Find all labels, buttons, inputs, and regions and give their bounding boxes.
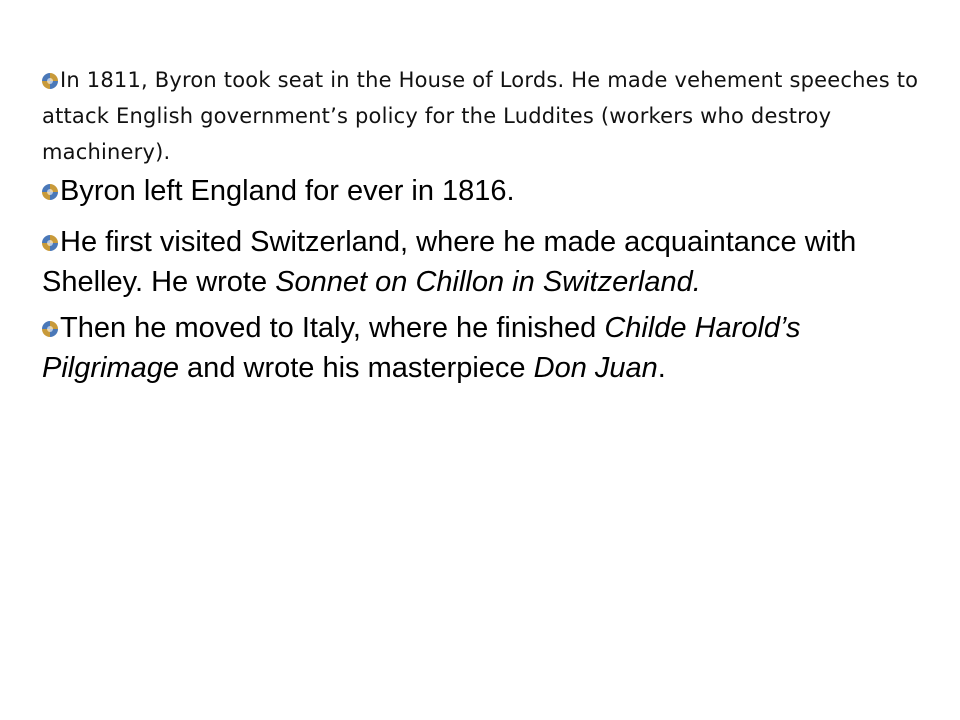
bullet-text-1: In 1811, Byron took seat in the House of Lords. He made vehement speeches to attack English government’s policy for the Luddites (workers who destroy machinery). — [42, 68, 919, 164]
bullet-disc-icon — [42, 235, 58, 251]
bullet-disc-icon — [42, 321, 58, 337]
bullet-item-4 — [42, 308, 922, 388]
bullet-text-4e: . — [657, 352, 666, 384]
bullet-text-4c: and wrote his masterpiece — [179, 352, 534, 384]
bullet-text-3a: He first visited Switzerland, where he made acquaintance with Shelley. He wrote — [42, 226, 857, 298]
bullet-disc-icon — [42, 184, 58, 200]
bullet-item-2 — [42, 170, 922, 212]
bullet-item-1 — [42, 62, 922, 170]
bullet-text-4a: Then he moved to Italy, where he finished — [60, 312, 605, 344]
bullet-text-2: Byron left England for ever in 1816. — [60, 175, 515, 207]
work-title-don-juan: Don Juan — [533, 352, 658, 384]
bullet-item-3 — [42, 222, 922, 302]
bullet-disc-icon — [42, 73, 58, 89]
work-title-sonnet-on-chillon: Sonnet on Chillon in Switzerland. — [275, 266, 701, 298]
work-title-childe-harold: Childe Harold’s Pilgrimage — [42, 312, 801, 384]
